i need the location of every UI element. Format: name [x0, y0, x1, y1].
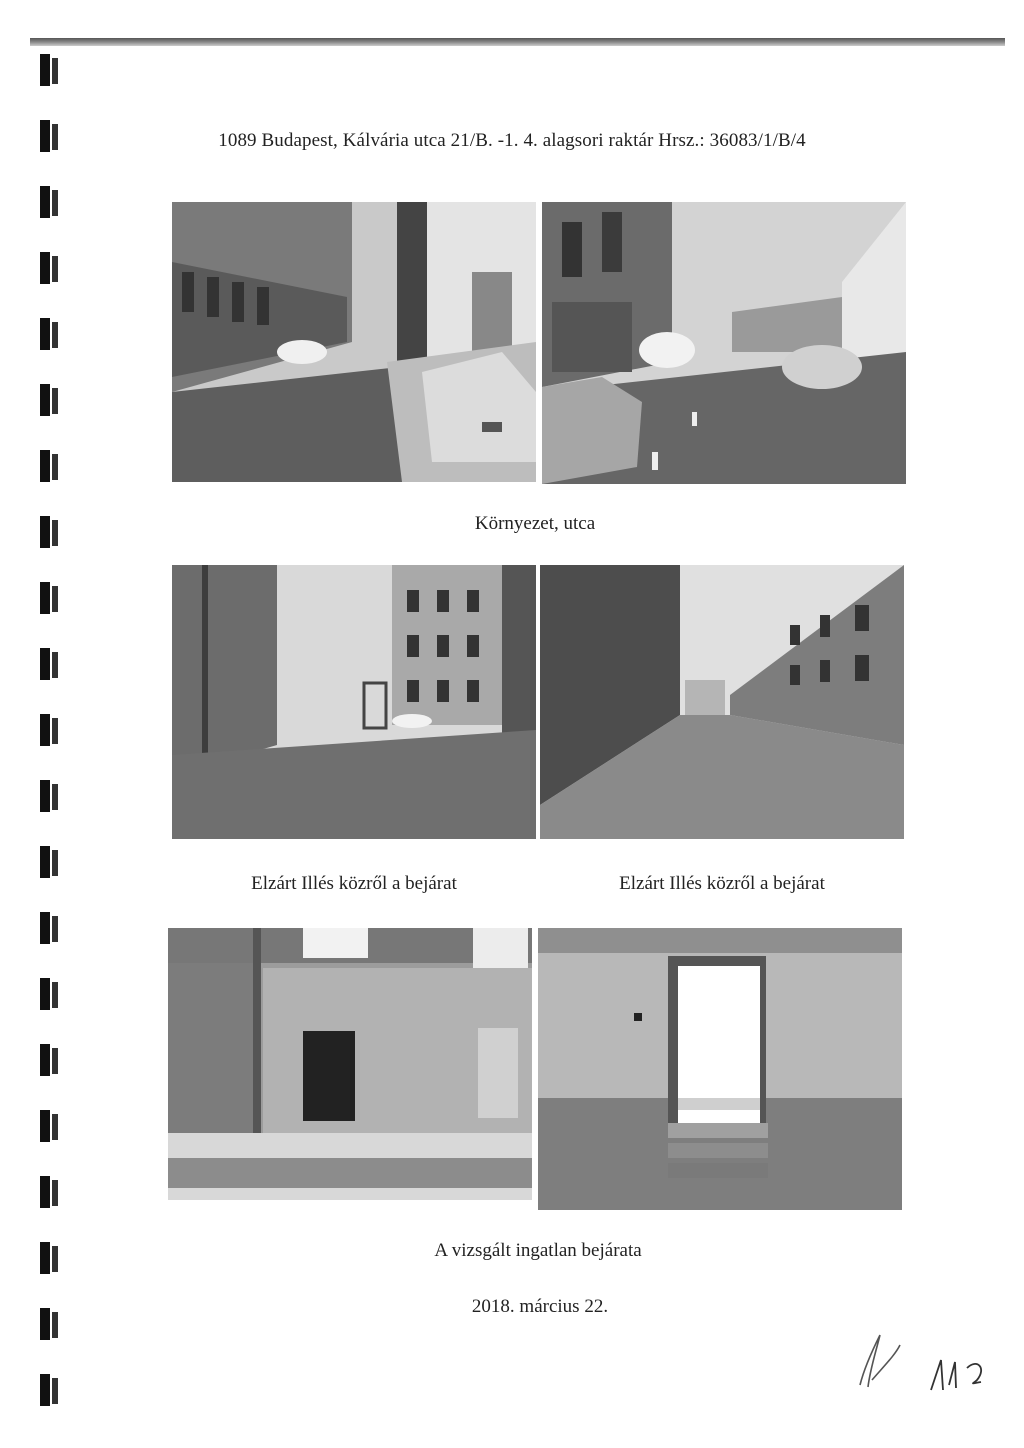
- binding-ring: [30, 1040, 70, 1080]
- photo-street-left: [172, 202, 536, 482]
- binding-ring: [30, 182, 70, 222]
- photo-street-right: [542, 202, 906, 484]
- binding-ring: [30, 974, 70, 1014]
- binding-ring: [30, 908, 70, 948]
- binding-ring: [30, 248, 70, 288]
- binding-ring: [30, 842, 70, 882]
- binding-ring: [30, 644, 70, 684]
- caption-closed-lane-left: Elzárt Illés közről a bejárat: [251, 873, 457, 894]
- caption-entrance: A vizsgált ingatlan bejárata: [434, 1240, 642, 1261]
- caption-closed-lane-right: Elzárt Illés közről a bejárat: [619, 873, 825, 894]
- handwritten-page-number: [925, 1350, 995, 1395]
- binding-ring: [30, 314, 70, 354]
- binding-ring: [30, 1172, 70, 1212]
- photo-entrance-outside: [168, 928, 532, 1200]
- binding-ring: [30, 50, 70, 90]
- binding-ring: [30, 776, 70, 816]
- binding-ring: [30, 446, 70, 486]
- caption-environment: Környezet, utca: [474, 513, 596, 534]
- photo-lane-right: [540, 565, 904, 839]
- binding-ring: [30, 380, 70, 420]
- binding-ring: [30, 578, 70, 618]
- photo-lane-left: [172, 565, 536, 839]
- binding-ring: [30, 1106, 70, 1146]
- document-date: 2018. március 22.: [471, 1296, 609, 1317]
- document-title: 1089 Budapest, Kálvária utca 21/B. -1. 4. alagsori raktár Hrsz.: 36083/1/B/4: [218, 130, 806, 151]
- page-top-edge: [30, 38, 1005, 46]
- photo-entrance-inside: [538, 928, 902, 1210]
- binding-ring: [30, 710, 70, 750]
- spiral-binding: [18, 40, 78, 1440]
- binding-ring: [30, 1370, 70, 1410]
